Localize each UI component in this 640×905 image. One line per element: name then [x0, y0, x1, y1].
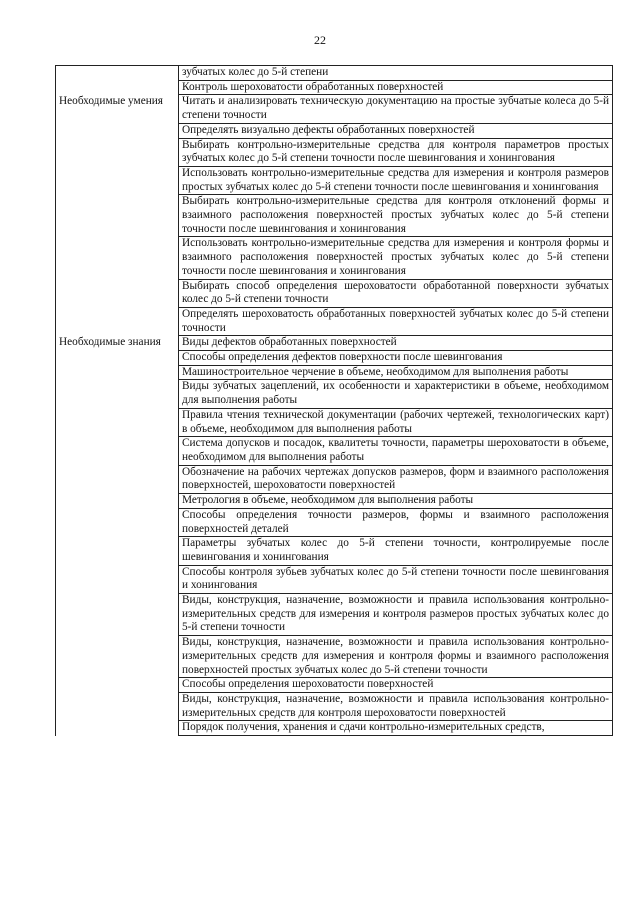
table-row: [56, 692, 613, 720]
requirements-table: [55, 65, 613, 736]
requirement-text: Параметры зубчатых колес до 5-й степени точности, контролируемые после шевингования и хонингования: [182, 537, 609, 563]
requirement-text: зубчатых колес до 5-й степени: [182, 66, 329, 78]
table-row: [56, 138, 613, 166]
section-label: Необходимые знания: [59, 335, 161, 348]
requirement-text-cell: [179, 80, 613, 95]
requirement-text: Система допусков и посадок, квалитеты точности, параметры шероховатости в объеме, необходимом для выполнения работы: [182, 437, 609, 463]
table-row: [56, 307, 613, 335]
requirement-text-cell: [179, 537, 613, 565]
section-label-cell: [56, 138, 179, 166]
table-row: [56, 537, 613, 565]
table-row: [56, 237, 613, 279]
table-row: [56, 380, 613, 408]
table-row: [56, 66, 613, 81]
table-row: [56, 80, 613, 95]
section-label-cell: [56, 380, 179, 408]
requirement-text: Правила чтения технической документации (рабочих чертежей, технологических карт) в объеме, необходимом для выполнения работы: [182, 408, 609, 435]
section-label-cell: [56, 678, 179, 693]
section-label: Необходимые умения: [59, 94, 163, 107]
requirement-text: Виды зубчатых зацеплений, их особенности и характеристики в объеме, необходимом для выполнения работы: [182, 380, 609, 407]
table-row: [56, 508, 613, 536]
section-label-cell: [56, 195, 179, 237]
table-row: [56, 636, 613, 678]
requirement-text-cell: [179, 351, 613, 366]
requirements-table-body: [56, 66, 613, 736]
requirement-text: Обозначение на рабочих чертежах допусков размеров, форм и взаимного расположения поверхностей, шероховатости поверхностей: [182, 465, 609, 492]
table-row: [56, 365, 613, 380]
requirement-text-cell: [179, 166, 613, 194]
section-label-cell: [56, 237, 179, 279]
requirement-text: Определять шероховатость обработанных поверхностей зубчатых колес до 5-й степени точности: [182, 307, 609, 334]
section-label-cell: [56, 636, 179, 678]
requirement-text-cell: [179, 365, 613, 380]
section-label-cell: [56, 494, 179, 509]
requirement-text: Порядок получения, хранения и сдачи контрольно-измерительных средств,: [182, 721, 545, 734]
requirement-text-cell: [179, 408, 613, 436]
requirement-text: Выбирать контрольно-измерительные средства для контроля отклонений формы и взаимного расположения поверхностей простых зубчатых колес до 5-й степени точности после шевингования и хонингования: [182, 195, 609, 235]
requirement-text-cell: [179, 195, 613, 237]
table-row: [56, 678, 613, 693]
requirement-text: Метрология в объеме, необходимом для выполнения работы: [182, 494, 474, 507]
table-row: [56, 95, 613, 123]
section-label-cell: [56, 408, 179, 436]
requirement-text-cell: [179, 237, 613, 279]
requirement-text-cell: [179, 123, 613, 138]
section-label-cell: [56, 95, 179, 123]
table-row: [56, 166, 613, 194]
table-row: [56, 123, 613, 138]
requirement-text: Виды дефектов обработанных поверхностей: [182, 336, 397, 349]
section-label-cell: [56, 123, 179, 138]
requirement-text-cell: [179, 336, 613, 351]
table-row: [56, 494, 613, 509]
requirement-text: Виды, конструкция, назначение, возможности и правила использования контрольно-измерительных средств для измерения и контроля размеров простых зубчатых колес до 5-й степени точности: [182, 594, 609, 634]
requirement-text: Использовать контрольно-измерительные средства для измерения и контроля размеров простых зубчатых колес до 5-й степени точности после шевингования и хонингования: [182, 166, 609, 193]
requirement-text-cell: [179, 465, 613, 493]
section-label-cell: [56, 351, 179, 366]
requirement-text-cell: [179, 95, 613, 123]
requirement-text-cell: [179, 636, 613, 678]
section-label-cell: [56, 365, 179, 380]
table-row: [56, 721, 613, 736]
requirement-text: Виды, конструкция, назначение, возможности и правила использования контрольно-измерительных средств для контроля шероховатости поверхностей: [182, 692, 609, 719]
requirement-text: Машиностроительное черчение в объеме, необходимом для выполнения работы: [182, 365, 569, 378]
requirement-text-cell: [179, 565, 613, 593]
table-row: [56, 594, 613, 636]
section-label-cell: [56, 537, 179, 565]
section-label-cell: [56, 508, 179, 536]
section-label-cell: [56, 721, 179, 736]
requirement-text: Способы контроля зубьев зубчатых колес до 5-й степени точности после шевингования и хонингования: [182, 565, 609, 592]
requirement-text-cell: [179, 508, 613, 536]
table-row: [56, 279, 613, 307]
requirement-text: Определять визуально дефекты обработанных поверхностей: [182, 123, 475, 136]
requirement-text: Способы определения дефектов поверхности после шевингования: [182, 351, 503, 364]
section-label-cell: [56, 307, 179, 335]
table-row: [56, 351, 613, 366]
requirement-text: Читать и анализировать техническую документацию на простые зубчатые колеса до 5-й степени точности: [182, 95, 609, 122]
requirement-text: Выбирать контрольно-измерительные средства для контроля параметров простых зубчатых колес до 5-й степени точности после шевингования и хонингования: [182, 138, 609, 165]
section-label-cell: [56, 336, 179, 351]
requirement-text-cell: [179, 721, 613, 736]
section-label-cell: [56, 465, 179, 493]
table-row: [56, 195, 613, 237]
section-label-cell: [56, 166, 179, 194]
requirement-text: Способы определения точности размеров, формы и взаимного расположения поверхностей деталей: [182, 508, 609, 535]
requirement-text-cell: [179, 678, 613, 693]
requirement-text: Способы определения шероховатости поверхностей: [182, 678, 434, 691]
table-row: [56, 565, 613, 593]
requirement-text-cell: [179, 594, 613, 636]
section-label-cell: [56, 594, 179, 636]
section-label-cell: [56, 66, 179, 81]
table-row: [56, 336, 613, 351]
requirement-text: Выбирать способ определения шероховатости обработанной поверхности зубчатых колес до 5-й степени точности: [182, 279, 609, 306]
section-label-cell: [56, 565, 179, 593]
requirement-text: Использовать контрольно-измерительные средства для измерения и контроля формы и взаимного расположения поверхностей простых зубчатых колес до 5-й степени точности после шевингования и хонингования: [182, 237, 609, 277]
requirement-text-cell: [179, 437, 613, 465]
requirement-text-cell: [179, 138, 613, 166]
requirement-text-cell: [179, 494, 613, 509]
page-number: 22: [314, 33, 326, 47]
requirement-text-cell: [179, 692, 613, 720]
section-label-cell: [56, 279, 179, 307]
table-row: [56, 437, 613, 465]
table-row: [56, 465, 613, 493]
requirement-text-cell: [179, 380, 613, 408]
section-label-cell: [56, 80, 179, 95]
requirement-text-cell: [179, 279, 613, 307]
requirement-text: Виды, конструкция, назначение, возможности и правила использования контрольно-измерительных средств для измерения и контроля формы и взаимного расположения поверхностей простых зубчатых колес до 5-й степени точности: [182, 636, 609, 676]
table-row: [56, 408, 613, 436]
requirement-text-cell: [179, 307, 613, 335]
requirement-text: Контроль шероховатости обработанных поверхностей: [182, 80, 444, 93]
section-label-cell: [56, 692, 179, 720]
requirement-text-cell: [179, 66, 613, 81]
section-label-cell: [56, 437, 179, 465]
